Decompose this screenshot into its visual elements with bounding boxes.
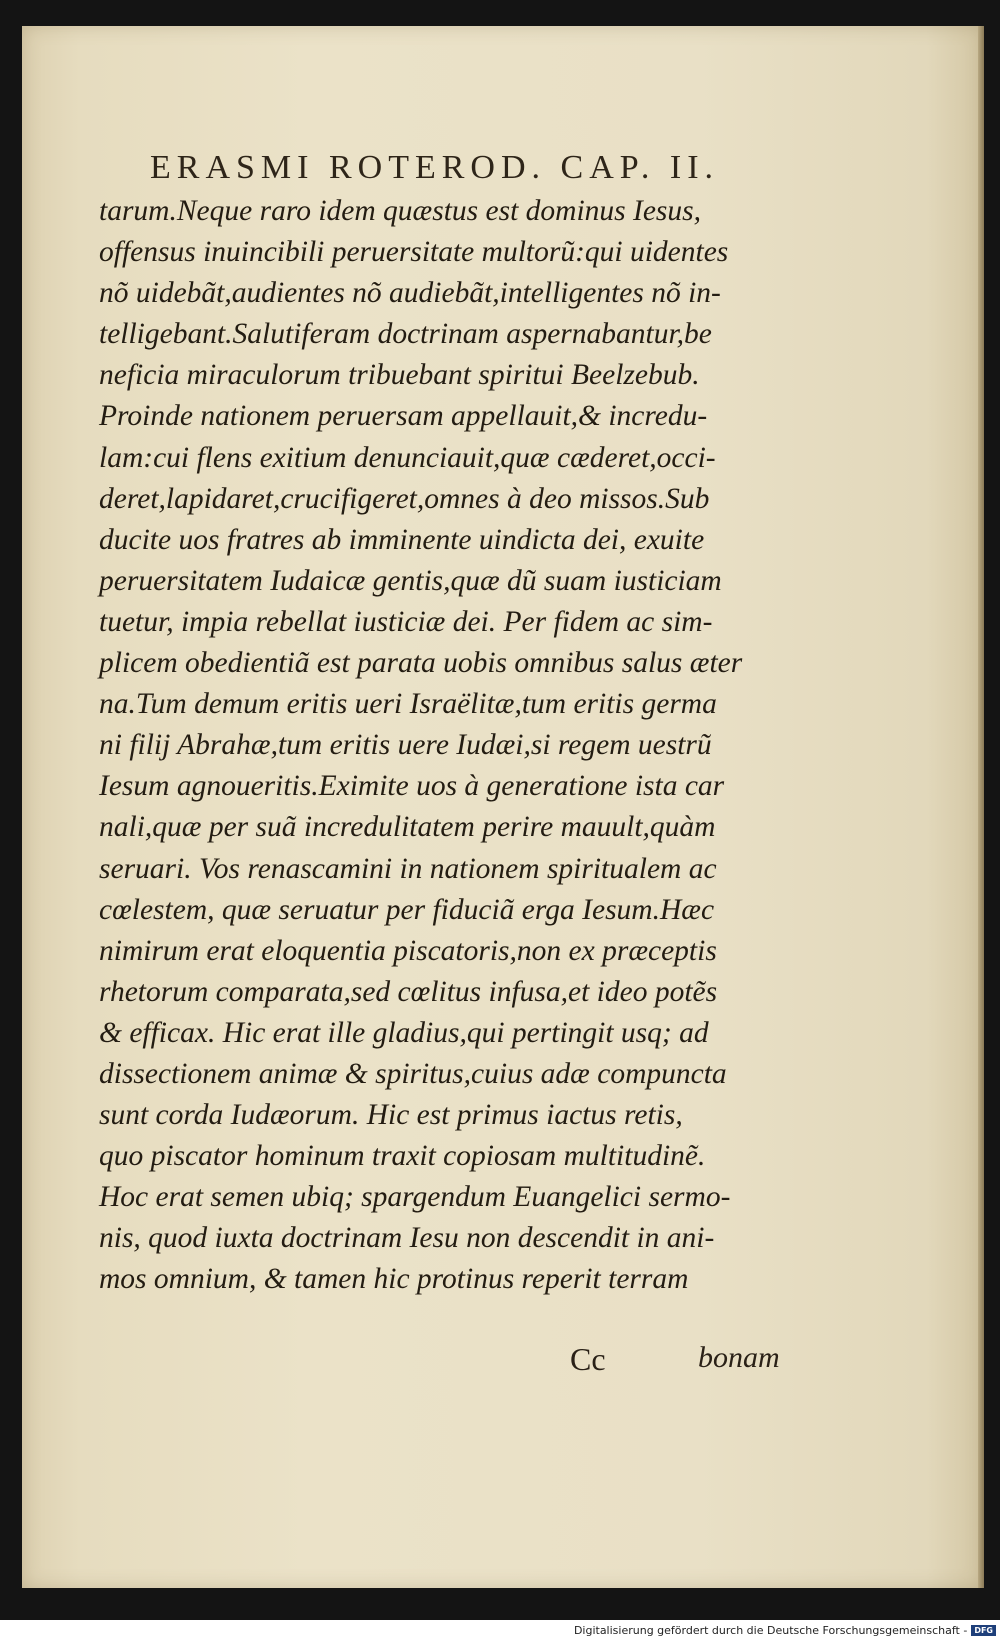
text-line: nõ uidebãt,audientes nõ audiebãt,intelligentes nõ in-	[99, 277, 721, 310]
body-text	[99, 191, 799, 1301]
text-line: lam:cui flens exitium denunciauit,quæ cæderet,occi-	[99, 441, 716, 474]
footer-credit	[574, 1624, 996, 1637]
text-line: Hoc erat semen ubiq; spargendum Euangelici sermo-	[99, 1181, 731, 1214]
text-line: deret,lapidaret,crucifigeret,omnes à deo missos.Sub	[99, 482, 710, 515]
footer-text: Digitalisierung gefördert durch die Deutsche Forschungsgemeinschaft -	[573, 1624, 968, 1637]
text-line: peruersitatem Iudaicæ gentis,quæ dũ suam iusticiam	[99, 564, 722, 597]
text-line: dissectionem animæ & spiritus,cuius adæ compuncta	[99, 1057, 727, 1090]
text-line: tuetur, impia rebellat iusticiæ dei. Per fidem ac sim-	[99, 605, 713, 638]
text-line: plicem obedientiã est parata uobis omnibus salus æter	[99, 647, 743, 680]
text-line: nali,quæ per suã incredulitatem perire mauult,quàm	[99, 811, 716, 844]
text-line: Iesum agnoueritis.Eximite uos à generatione ista car	[99, 770, 725, 803]
text-line: sunt corda Iudæorum. Hic est primus iactus retis,	[99, 1099, 683, 1132]
running-head: ERASMI ROTEROD. CAP. II.	[150, 149, 720, 186]
text-line: nis, quod iuxta doctrinam Iesu non descendit in ani-	[99, 1222, 715, 1255]
text-line: mos omnium, & tamen hic protinus reperit terram	[99, 1263, 689, 1296]
text-line: nimirum erat eloquentia piscatoris,non ex præceptis	[99, 934, 717, 967]
text-line: seruari. Vos renascamini in nationem spiritualem ac	[99, 852, 717, 885]
text-line: neficia miraculorum tribuebant spiritui Beelzebub.	[99, 359, 700, 392]
text-line: telligebant.Salutiferam doctrinam aspernabantur,be	[99, 318, 712, 351]
text-line: & efficax. Hic erat ille gladius,qui pertingit usq; ad	[99, 1016, 709, 1049]
text-line: offensus inuincibili peruersitate multorũ:qui uidentes	[99, 236, 729, 269]
text-line: ni filij Abrahæ,tum eritis uere Iudæi,si regem uestrũ	[99, 729, 712, 762]
text-line: tarum.Neque raro idem quæstus est dominus Iesus,	[99, 195, 702, 227]
book-page	[22, 26, 984, 1588]
signature-mark: Cc	[570, 1341, 606, 1377]
text-line: cœlestem, quæ seruatur per fiduciã erga Iesum.Hæc	[99, 893, 715, 926]
text-line: rhetorum comparata,sed cœlitus infusa,et ideo potẽs	[99, 975, 718, 1008]
text-line: Proinde nationem peruersam appellauit,& incredu-	[99, 400, 708, 433]
text-line: ducite uos fratres ab imminente uindicta dei, exuite	[99, 523, 705, 556]
text-line: na.Tum demum eritis ueri Israëlitæ,tum eritis germa	[99, 688, 717, 721]
catchword: bonam	[698, 1341, 780, 1374]
dfg-logo-icon: DFG	[971, 1625, 996, 1636]
text-line: quo piscator hominum traxit copiosam multitudinẽ.	[99, 1140, 706, 1173]
